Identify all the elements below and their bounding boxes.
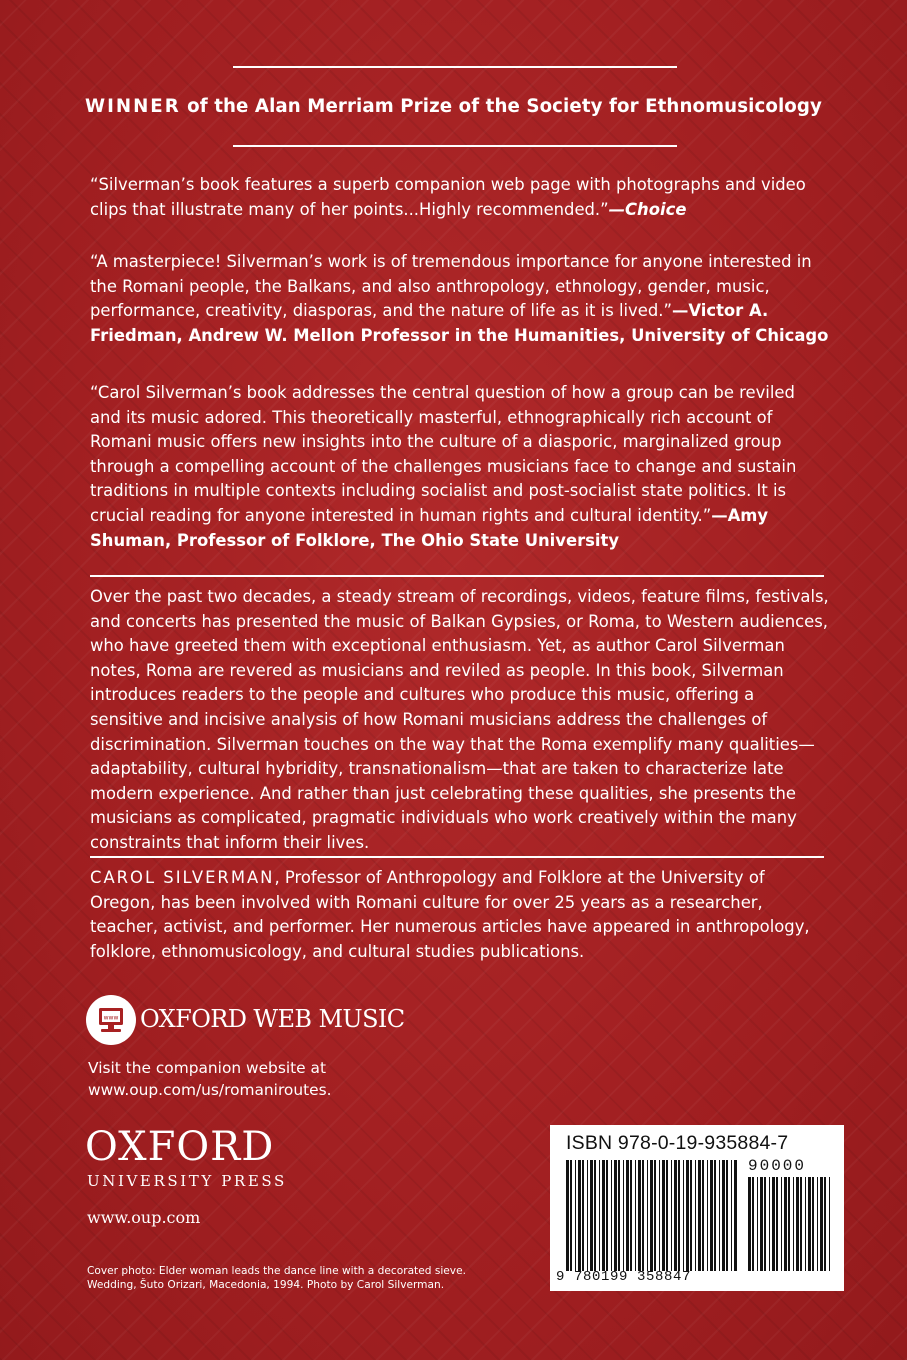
prize-rule	[233, 145, 677, 147]
publisher-url: www.oup.com	[87, 1208, 201, 1227]
review-source: —Choice	[608, 199, 687, 219]
author-bio	[90, 866, 830, 964]
review-friedman	[90, 250, 830, 348]
prize-heading	[60, 96, 847, 117]
review-quote: “Silverman’s book features a superb companion web page with photographs and video clips that illustrate many of her points...Highly recommended.”	[90, 175, 806, 219]
isbn-label: ISBN 978-0-19-935884-7	[566, 1132, 789, 1154]
web-music-logo-text: OXFORD WEB MUSIC	[140, 1005, 405, 1033]
companion-url: www.oup.com/us/romaniroutes.	[88, 1081, 332, 1099]
publisher-subname: UNIVERSITY PRESS	[87, 1172, 287, 1190]
author-bio-text: , Professor of Anthropology and Folklore at the University of Oregon, has been involved with Romani culture for over 25 years as a researcher, teacher, activist, and performer. Her numerous articles have appeared in anthropology, folklore, ethnomusicology, and cultural studies publications.	[90, 868, 810, 961]
description-rule	[90, 575, 824, 577]
publisher-logo: OXFORD	[85, 1124, 275, 1170]
review-quote: “Carol Silverman’s book addresses the central question of how a group can be reviled and its music adored. This theoretically masterful, ethnographically rich account of Romani music offers new insights into the culture of a diasporic, marginalized group through a compelling account of the challenges musicians face to change and sustain traditions in multiple contexts including socialist and post-socialist state politics. It is crucial reading for anyone interested in human rights and cultural identity.”	[90, 383, 797, 525]
barcode-digits: 9 780199 358847	[556, 1269, 692, 1285]
credit-line: Wedding, Šuto Orizari, Macedonia, 1994. Photo by Carol Silverman.	[87, 1279, 445, 1292]
price-code: 90000	[748, 1157, 807, 1175]
computer-icon	[86, 995, 136, 1045]
addon-barcode	[748, 1177, 830, 1271]
companion-website	[88, 1057, 332, 1101]
top-rule	[233, 66, 677, 68]
book-description: Over the past two decades, a steady stream of recordings, videos, feature films, festivals, and concerts has presented the music of Balkan Gypsies, or Roma, to Western audiences, who have greeted them with exceptional enthusiasm. Yet, as author Carol Silverman notes, Roma are revered as musicians and reviled as people. In this book, Silverman introduces readers to the people and cultures who produce this music, offering a sensitive and incisive analysis of how Romani musicians address the challenges of discrimination. Silverman touches on the way that the Roma exemplify many qualities—adaptability, cultural hybridity, transnationalism—that are taken to characterize late modern experience. And rather than just celebrating these qualities, she presents the musicians as complicated, pragmatic individuals who work creatively within the many constraints that inform their lives.	[90, 587, 829, 852]
author-rule	[90, 856, 824, 858]
cover-photo-credit	[87, 1264, 487, 1292]
prize-rest: of the Alan Merriam Prize of the Society for Ethnomusicology	[180, 96, 822, 117]
review-source: —Victor A. Friedman, Andrew W. Mellon Professor in the Humanities, University of Chicago	[90, 301, 829, 345]
icon-label: www	[103, 1014, 119, 1022]
prize-lead: WINNER	[85, 96, 181, 117]
visit-line: Visit the companion website at	[88, 1059, 326, 1077]
credit-line: Cover photo: Elder woman leads the dance line with a decorated sieve.	[87, 1265, 466, 1277]
barcode-bars	[550, 1125, 844, 1291]
review-choice	[90, 173, 830, 222]
author-name: CAROL SILVERMAN	[90, 868, 275, 887]
review-quote: “A masterpiece! Silverman’s work is of tremendous importance for anyone interested in the Romani people, the Balkans, and also anthropology, ethnology, gender, music, performance, creativity, diasporas, and the nature of life as it is lived.”	[90, 252, 812, 321]
barcode-panel	[550, 1125, 844, 1291]
review-shuman	[90, 381, 830, 553]
review-source: —Amy Shuman, Professor of Folklore, The Ohio State University	[90, 505, 769, 550]
ean-barcode	[566, 1160, 737, 1271]
